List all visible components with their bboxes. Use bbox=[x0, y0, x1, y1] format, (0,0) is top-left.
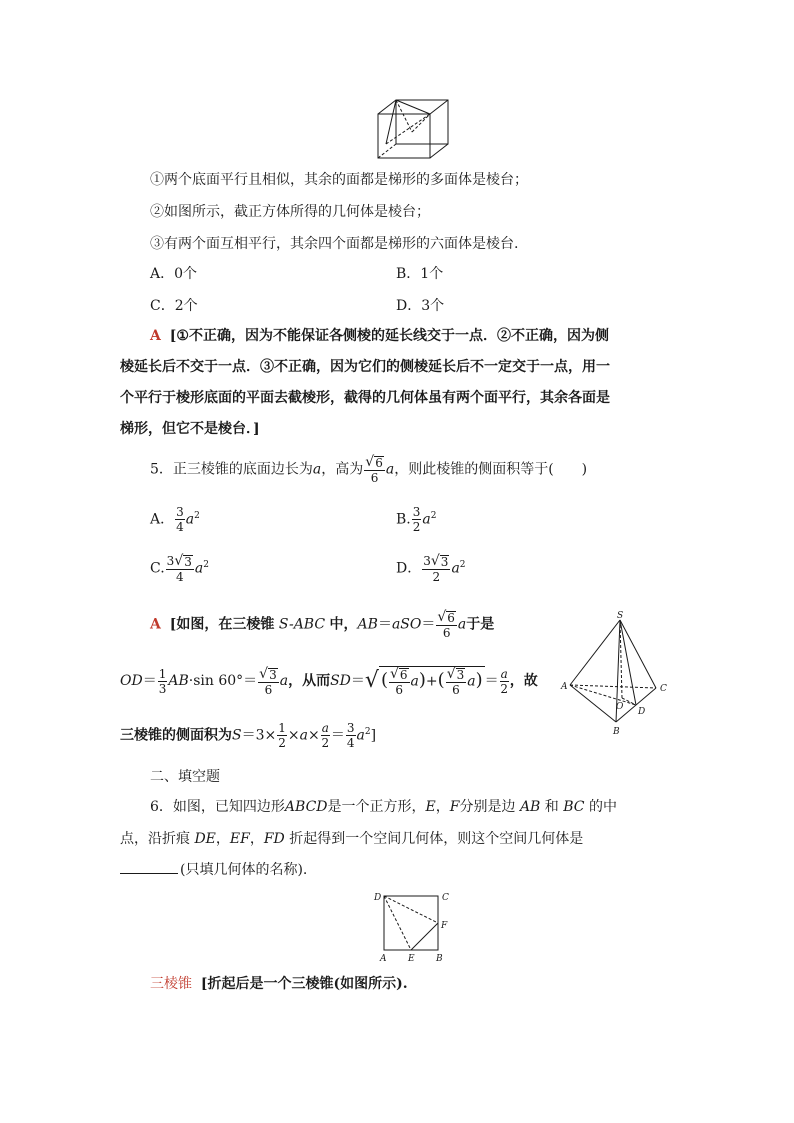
q5-stem: 5．正三棱锥的底面边长为a，高为 √ 6 6 a，则此棱锥的侧面积等于( ) bbox=[150, 454, 588, 485]
square-label-f: F bbox=[441, 921, 448, 931]
q6-answer: 三棱锥 [折起后是一个三棱锥(如图所示). bbox=[150, 976, 408, 992]
q4-answer-line3: 个平行于棱形底面的平面去截棱形，截得的几何体虽有两个面平行，其余各面是 bbox=[120, 390, 610, 406]
statement-1: ①两个底面平行且相似，其余的面都是梯形的多面体是棱台； bbox=[150, 172, 528, 188]
q4-answer-line2: 棱延长后不交于一点．③不正确，因为它们的侧棱延长后不一定交于一点，用一 bbox=[120, 359, 610, 375]
square-label-b: B bbox=[436, 954, 443, 964]
q4-option-c: C．2个 bbox=[150, 298, 198, 314]
q5-answer-line1: A [如图，在三棱锥 S-ABC 中，AB＝aSO＝ √ 6 6 a于是 bbox=[150, 609, 495, 640]
q4-option-a: A．0个 bbox=[150, 266, 198, 282]
q4-option-d: D．3个 bbox=[396, 298, 445, 314]
statement-3: ③有两个面互相平行，其余四个面都是梯形的六面体是棱台. bbox=[150, 236, 519, 252]
pyramid-label-c: C bbox=[660, 684, 667, 694]
pyramid-label-a: A bbox=[561, 682, 568, 692]
square-label-e: E bbox=[408, 954, 415, 964]
q5-option-d: D． 3 √ 3 2 $a^2$ bbox=[396, 553, 466, 584]
q4-answer-line1: A [①不正确，因为不能保证各侧棱的延长线交于一点．②不正确，因为侧 bbox=[150, 328, 609, 344]
q6-line2: 点，沿折痕 DE，EF，FD 折起得到一个空间几何体，则这个空间几何体是 bbox=[120, 831, 584, 847]
q5-answer-line2: OD＝ $\frac{1}{3}$ AB·sin 60°＝ √ 3 6 a，从而SD＝√ ( √ 6 6 a)+( √ 3 6 a) ＝ $\frac{a}{2}$ ，故 bbox=[120, 665, 538, 697]
square-label-d: D bbox=[374, 893, 382, 903]
square-label-a: A bbox=[380, 954, 387, 964]
pyramid-label-s: S bbox=[617, 611, 624, 621]
q4-answer-letter: A bbox=[150, 328, 161, 344]
q4-answer-line4: 梯形，但它不是棱台．] bbox=[120, 421, 260, 437]
q6-answer-word: 三棱锥 bbox=[150, 976, 192, 992]
q6-line3: (只填几何体的名称). bbox=[120, 860, 307, 880]
square-label-c: C bbox=[442, 893, 449, 903]
q5-option-b: B. $\frac{3}{2}$ $a^2$ bbox=[396, 505, 437, 534]
statement-2: ②如图所示，截正方体所得的几何体是棱台； bbox=[150, 204, 430, 220]
q5-option-c: C. 3 √ 3 4 $a^2$ bbox=[150, 553, 209, 584]
pyramid-label-b: B bbox=[613, 727, 620, 737]
pyramid-figure bbox=[560, 610, 680, 742]
pyramid-label-o: O bbox=[616, 702, 624, 712]
square-figure bbox=[372, 888, 452, 964]
q4-option-b: B．1个 bbox=[396, 266, 444, 282]
q6-answer-blank bbox=[120, 861, 178, 874]
q5-answer-line3: 三棱锥的侧面积为S＝3× $\frac{1}{2}$ ×a× $\frac{a}{2}$ ＝ $\frac{3}{4}$ $a^2$] bbox=[120, 721, 377, 750]
section-2-title: 二、填空题 bbox=[150, 769, 220, 785]
q6-line1: 6．如图，已知四边形ABCD是一个正方形，E，F分别是边 AB 和 BC 的中 bbox=[150, 799, 617, 815]
pyramid-label-d: D bbox=[638, 707, 646, 717]
truncated-cube-figure bbox=[372, 92, 452, 162]
q5-option-a: A． $\frac{3}{4}$ $a^2$ bbox=[150, 505, 200, 534]
